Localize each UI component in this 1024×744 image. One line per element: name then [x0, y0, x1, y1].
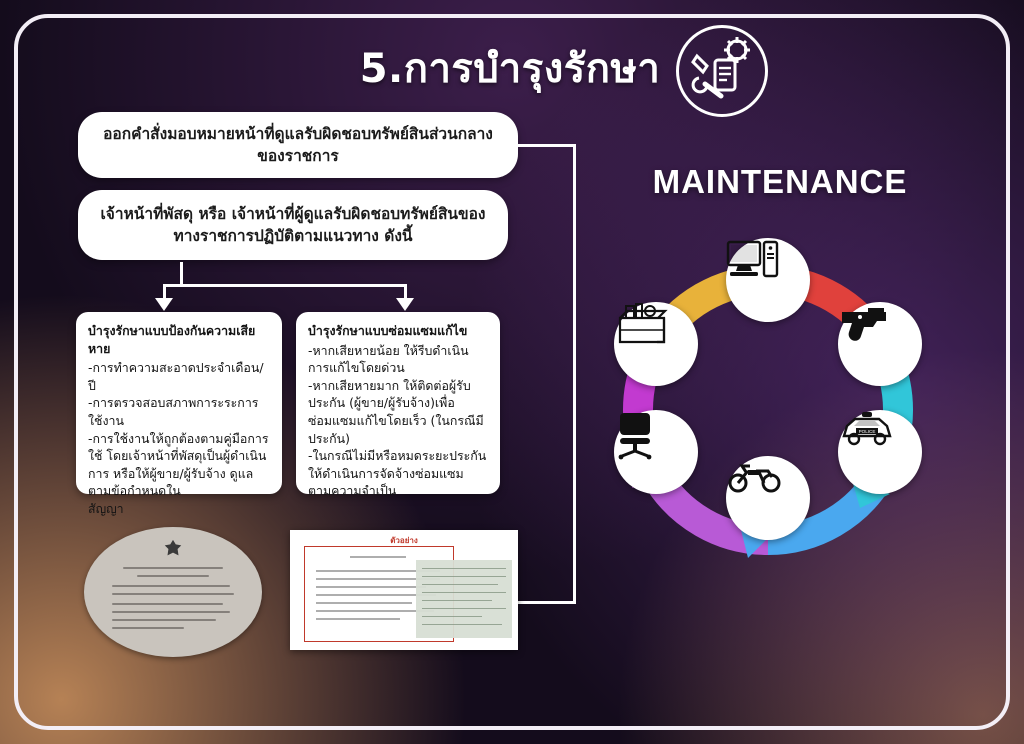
flow-box-officer: เจ้าหน้าที่พัสดุ หรือ เจ้าหน้าที่ผู้ดูแลรับผิดชอบทรัพย์สินของทางราชการปฏิบัติตามแนวทาง ดังนี้ [78, 190, 508, 260]
page-title: 5.การบำรุงรักษา [359, 46, 661, 92]
panel-preventive-line-4: สัญญา [88, 501, 124, 517]
connector-officer-trunk [180, 262, 183, 286]
panel-preventive-line-3: -การใช้งานให้ถูกต้องตามคู่มือการใช้ โดยเจ้าหน้าที่พัสดุเป็นผู้ดำเนินการ หรือให้ผู้ขาย/ผู้รับจ้าง ดูแลตามข้อกำหนดใน [88, 430, 269, 499]
panel-corrective-line-2: -หากเสียหายมาก ให้ติดต่อผู้รับประกัน (ผู้ขาย/ผู้รับจ้าง)เพื่อซ่อมแซมแก้ไขโดยเร็ว (ในกรณีมีประกัน) [308, 377, 484, 446]
computer-icon [726, 238, 780, 286]
example-form-document-thumbnail [290, 530, 518, 650]
flow-box-order: ออกคำสั่งมอบหมายหน้าที่ดูแลรับผิดชอบทรัพย์สินส่วนกลางของราชการ [78, 112, 518, 178]
supplies-box-icon [614, 302, 670, 346]
panel-corrective-heading: บำรุงรักษาแบบซ่อมแซมแก้ไข [308, 323, 468, 338]
panel-preventive-maintenance [76, 312, 282, 517]
connector-order-right [518, 144, 576, 147]
cycle-node-supplies-box [614, 302, 698, 386]
cycle-node-police-car [838, 410, 922, 494]
arrow-to-corrective [396, 298, 414, 311]
panel-corrective-line-3: -ในกรณีไม่มีหรือหมดระยะประกัน ให้ดำเนินการจัดจ้างซ่อมแซม ตามความจำเป็น [308, 448, 491, 499]
arrow-to-preventive [155, 298, 173, 311]
garuda-seal-icon [162, 538, 184, 560]
panel-preventive-heading: บำรุงรักษาแบบป้องกันความเสียหาย [88, 323, 256, 356]
cycle-node-motorcycle [726, 456, 810, 540]
cycle-node-computer [726, 238, 810, 322]
connector-horizontal [163, 284, 407, 287]
motorcycle-icon [726, 456, 784, 494]
gun-icon [838, 302, 892, 346]
panel-corrective-line-1: -หากเสียหายน้อย ให้รีบดำเนินการแก้ไขโดยด่วน [308, 342, 469, 376]
office-chair-icon [614, 410, 660, 460]
example-form-overlay [416, 560, 512, 638]
official-order-document-thumbnail [84, 527, 262, 657]
example-form-label: ตัวอย่าง [390, 536, 418, 545]
cycle-node-gun [838, 302, 922, 386]
maintenance-gear-tools-icon [676, 25, 768, 117]
panel-corrective-maintenance [296, 312, 500, 499]
connector-order-right-bottom [518, 601, 576, 604]
panel-preventive-line-1: -การทำความสะอาดประจำเดือน/ปี [88, 360, 264, 393]
maintenance-cycle-diagram [598, 240, 938, 580]
svg-text:POLICE: POLICE [858, 429, 876, 435]
connector-order-right-vertical [573, 144, 576, 604]
police-car-icon [838, 410, 896, 448]
panel-preventive-line-2: -การตรวจสอบสภาพการะระการใช้งาน [88, 395, 259, 429]
cycle-node-office-chair [614, 410, 698, 494]
maintenance-heading: MAINTENANCE [652, 163, 908, 200]
